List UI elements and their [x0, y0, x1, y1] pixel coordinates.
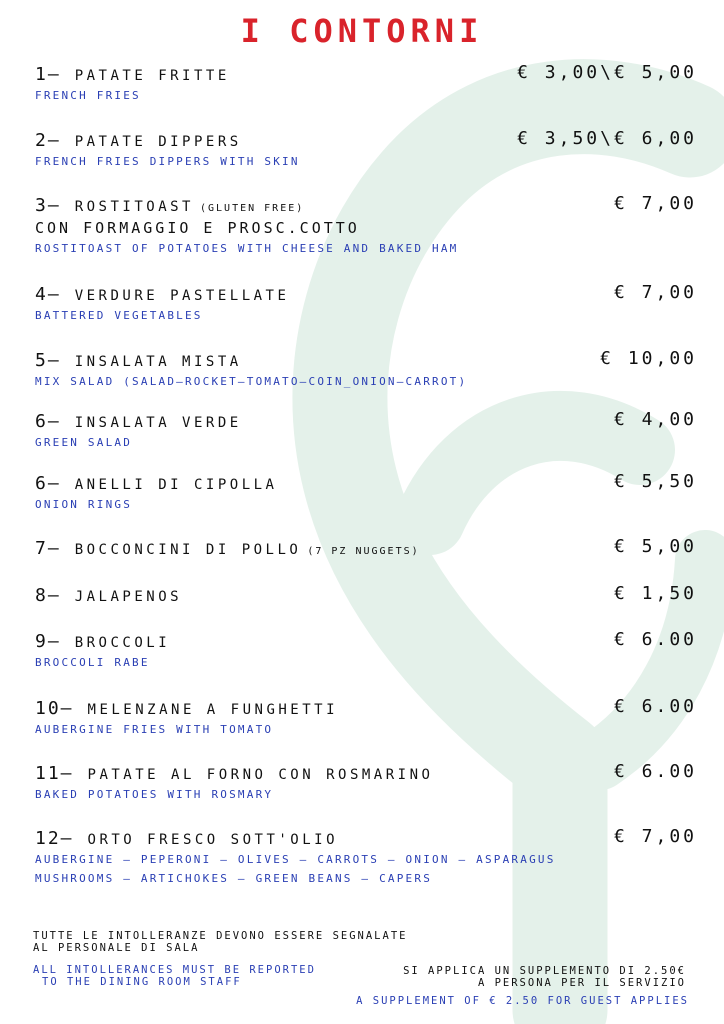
allergy-notice-it-line2: AL PERSONALE DI SALA: [33, 942, 200, 954]
menu-item-english: BAKED POTATOES WITH ROSMARY: [35, 788, 274, 801]
menu-item-number: 5–: [35, 350, 61, 371]
service-supplement-en: A SUPPLEMENT OF € 2.50 FOR GUEST APPLIES: [356, 995, 689, 1007]
allergy-notice-en-line1: ALL INTOLLERANCES MUST BE REPORTED: [33, 964, 316, 976]
menu-item-number: 9–: [35, 631, 61, 652]
menu-item-name: VERDURE PASTELLATE: [74, 288, 290, 304]
menu-item-number: 7–: [35, 538, 61, 559]
menu-item-header: [35, 828, 697, 850]
menu-item-price: € 10,00: [600, 348, 697, 369]
menu-item-header: [35, 698, 697, 720]
menu-item-price: € 6.00: [613, 761, 697, 782]
allergy-notice-en: [33, 964, 316, 988]
allergy-notice-it-line1: TUTTE LE INTOLLERANZE DEVONO ESSERE SEGNALATE: [33, 930, 408, 942]
menu-item: [35, 631, 697, 672]
menu-item-header: [35, 585, 697, 607]
menu-item-name: ORTO FRESCO SOTT'OLIO: [87, 832, 339, 848]
menu-item-note: (7 PZ NUGGETS): [307, 546, 420, 557]
menu-item-header: [35, 284, 697, 306]
menu-item-price: € 6.00: [613, 629, 697, 650]
menu-item-number: 6–: [35, 473, 61, 494]
menu-item: [35, 763, 697, 804]
menu-item-english: AUBERGINE FRIES WITH TOMATO: [35, 723, 274, 736]
menu-item-header: [35, 631, 697, 653]
menu-item-english: BATTERED VEGETABLES: [35, 309, 203, 322]
menu-item-english: GREEN SALAD: [35, 436, 133, 449]
menu-item-number: 10–: [35, 698, 74, 719]
page-title: I CONTORNI: [240, 12, 484, 50]
menu-item-english: FRENCH FRIES: [35, 89, 141, 102]
menu-item-price: € 1,50: [613, 583, 697, 604]
menu-item-english: BROCCOLI RABE: [35, 656, 150, 669]
menu-item-english: ONION RINGS: [35, 498, 133, 511]
menu-item-english: ROSTITOAST OF POTATOES WITH CHEESE AND BAKED HAM: [35, 242, 459, 255]
menu-item: [35, 64, 697, 105]
menu-item-number: 12–: [35, 828, 74, 849]
menu-item-name: PATATE DIPPERS: [74, 134, 242, 150]
menu-item-english: MIX SALAD (SALAD–ROCKET–TOMATO–COIN_ONION–CARROT): [35, 375, 468, 388]
menu-item-name: BROCCOLI: [74, 635, 171, 651]
menu-item: [35, 585, 697, 607]
menu-item-price: € 7,00: [613, 826, 697, 847]
menu-item: [35, 350, 697, 391]
menu-item-price: € 5,50: [613, 471, 697, 492]
menu-item-number: 8–: [35, 585, 61, 606]
menu-item-number: 1–: [35, 64, 61, 85]
menu-item-number: 6–: [35, 411, 61, 432]
menu-item-header: [35, 763, 697, 785]
menu-item-price: € 7,00: [613, 193, 697, 214]
menu-item: [35, 473, 697, 514]
menu-item: [35, 828, 697, 888]
menu-item-price: € 3,50\€ 6,00: [517, 128, 697, 149]
menu-item-note: (GLUTEN FREE): [199, 203, 305, 214]
menu-item: [35, 538, 697, 560]
menu-item: [35, 130, 697, 171]
menu-item-number: 11–: [35, 763, 74, 784]
menu-item-name: INSALATA MISTA: [74, 354, 242, 370]
allergy-notice-it: [33, 930, 407, 954]
menu-item-name: ROSTITOAST: [74, 199, 194, 215]
menu-item-price: € 6.00: [613, 696, 697, 717]
menu-item-price: € 4,00: [613, 409, 697, 430]
menu-item-header: [35, 130, 697, 152]
menu-item-name: ANELLI DI CIPOLLA: [74, 477, 278, 493]
menu-item-english: FRENCH FRIES DIPPERS WITH SKIN: [35, 155, 300, 168]
allergy-notice-en-line2: TO THE DINING ROOM STAFF: [42, 976, 242, 988]
menu-item: [35, 698, 697, 739]
menu-item-header: [35, 538, 697, 560]
menu-item: [35, 195, 697, 258]
menu-item-name: INSALATA VERDE: [74, 415, 242, 431]
menu-item-header: [35, 473, 697, 495]
menu-item-english-line2: MUSHROOMS – ARTICHOKES – GREEN BEANS – CAPERS: [35, 872, 433, 885]
service-supplement-it: [403, 965, 686, 989]
menu-item-header: [35, 195, 697, 217]
menu-item-number: 2–: [35, 130, 61, 151]
menu-item-name: BOCCONCINI DI POLLO: [74, 542, 302, 558]
menu-item-english: AUBERGINE – PEPERONI – OLIVES – CARROTS – ONION – ASPARAGUS: [35, 853, 556, 866]
menu-item-number: 4–: [35, 284, 61, 305]
menu-item-price: € 5,00: [613, 536, 697, 557]
menu-item-name: JALAPENOS: [74, 589, 183, 605]
menu-item-name: MELENZANE A FUNGHETTI: [87, 702, 339, 718]
menu-item-name-line2: CON FORMAGGIO E PROSC.COTTO: [35, 219, 360, 237]
menu-item: [35, 284, 697, 325]
menu-item-number: 3–: [35, 195, 61, 216]
menu-item-price: € 3,00\€ 5,00: [517, 62, 697, 83]
menu-item: [35, 411, 697, 452]
menu-item-header: [35, 64, 697, 86]
menu-item-name: PATATE FRITTE: [74, 68, 230, 84]
menu-item-price: € 7,00: [613, 282, 697, 303]
menu-item-header: [35, 411, 697, 433]
menu-item-name: PATATE AL FORNO CON ROSMARINO: [87, 767, 434, 783]
service-supplement-it-line2: A PERSONA PER IL SERVIZIO: [477, 977, 686, 989]
service-supplement-it-line1: SI APPLICA UN SUPPLEMENTO DI 2.50€: [403, 965, 686, 977]
menu-item-header: [35, 350, 697, 372]
